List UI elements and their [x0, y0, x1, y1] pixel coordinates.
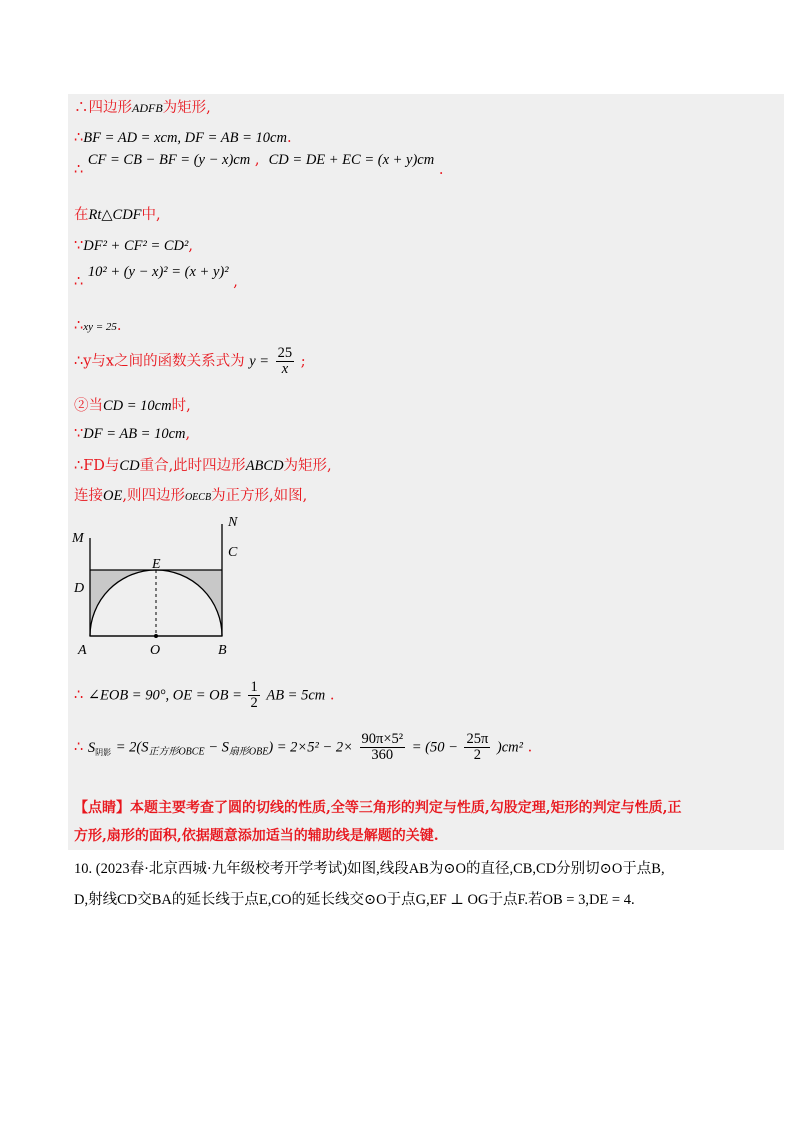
solution-line-6: ∴ 10² + (y − x)² = (x + y)² ,	[74, 264, 238, 290]
comment-label: 【点睛】	[74, 800, 130, 816]
fraction-1-over-2: $\frac{1}{2}$	[250, 679, 258, 711]
solution-line-9: ②当CD = 10cm时,	[74, 398, 191, 414]
solution-line-13: ∴ ∠EOB = 90°, OE = OB = $\frac{1}{2}$ AB = 5cm .	[74, 679, 335, 711]
label-D: D	[74, 581, 85, 596]
label-C: C	[228, 545, 238, 560]
solution-line-8: ∴y与x之间的函数关系式为 y = $\frac{25}{x}$ ;	[74, 345, 306, 377]
solution-line-14: ∴ $S_{阴影} = 2(S_{正方形OBCE} - S_{扇形OBE}) = 2\times 5^2 - 2\times$ $\frac{\text{90π×5²}}{360}$ = (50 − $\frac{25\pi}{2}$ )cm² .	[74, 731, 533, 763]
comment-line-1: 【点睛】本题主要考查了圆的切线的性质,全等三角形的判定与性质,勾股定理,矩形的判定与性质,正	[74, 800, 682, 816]
center-point-O	[154, 634, 158, 638]
label-A: A	[78, 643, 87, 658]
solution-line-7: ∴xy = 25.	[74, 318, 122, 334]
label-O: O	[150, 643, 161, 658]
solution-line-12: 连接OE,则四边形OECB为正方形,如图,	[74, 488, 308, 504]
label-N: N	[228, 515, 238, 530]
label-E: E	[152, 557, 161, 572]
solution-line-2: ∴BF = AD = xcm, DF = AB = 10cm.	[74, 130, 292, 146]
geometry-figure	[68, 512, 248, 660]
question-10-line-1: 10. (2023春·北京西城·九年级校考开学考试)如图,线段AB为⊙O的直径,CB,CD分别切⊙O于点B,	[74, 861, 665, 877]
label-M: M	[72, 531, 84, 546]
fraction-25pi-over-2: $\frac{25\pi}{2}$	[466, 731, 489, 763]
solution-line-5: ∵DF² + CF² = CD²,	[74, 238, 193, 254]
solution-line-3: ∴ CF = CB − BF = (y − x)cm , CD = DE + EC = (x + y)cm .	[74, 152, 444, 178]
label-B: B	[218, 643, 227, 658]
solution-line-11: ∴FD与CD重合,此时四边形ABCD为矩形,	[74, 458, 332, 474]
fraction-sector: $\frac{\text{90π×5²}}{360}$	[361, 731, 404, 763]
solution-line-4: 在Rt△CDF中,	[74, 207, 161, 223]
fraction-25-over-x: $\frac{25}{x}$	[277, 345, 293, 377]
question-10-line-2: D,射线CD交BA的延长线于点E,CO的延长线交⊙O于点G,EF ⊥ OG于点F.若OB = 3,DE = 4.	[74, 892, 635, 908]
solution-line-10: ∵DF = AB = 10cm,	[74, 426, 191, 442]
comment-line-2: 方形,扇形的面积,依据题意添加适当的辅助线是解题的关键.	[74, 828, 439, 844]
solution-line-1: ∴四边形ADFB为矩形,	[74, 100, 211, 116]
